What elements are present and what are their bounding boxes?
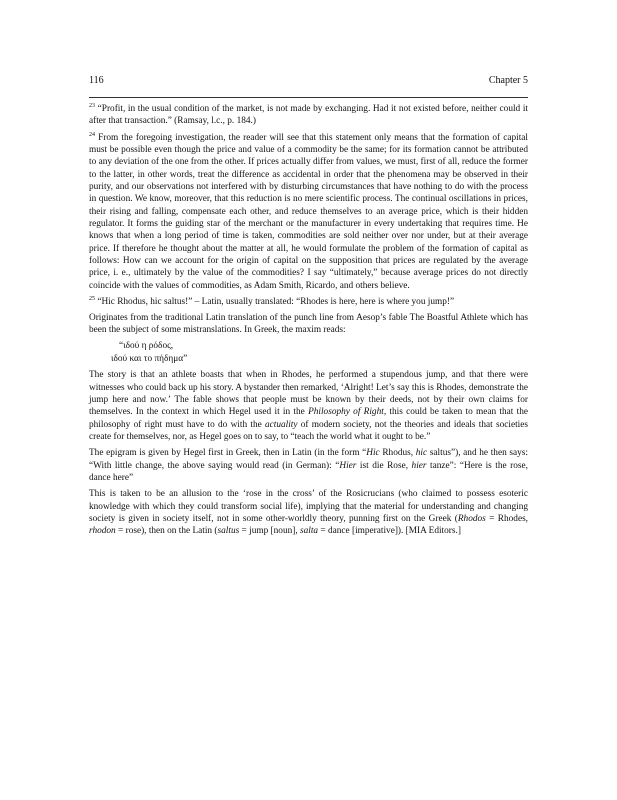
text-run: = dance [imperative]). [MIA Editors.]: [318, 526, 461, 537]
text-run: of modern society, not the theories and ideals that societies create for themselves, nor, as Hegel goes on to say, to “teach the world what it ought to be.”: [89, 419, 529, 442]
editor-note-paragraph: [89, 369, 528, 443]
footnote-text: From the foregoing investigation, the reader will see that this statement only means that the formation of capital must be possible even though the price and value of a commodity be the same; for its formation cannot be attributed to any deviation of the one from the other. If prices actually differ from values, we must, first of all, reduce the former to the latter, in other words, treat the difference as accidental in order that the phenomena may be observed in their purity, and our observations not interfered with by disturbing circumstances that have nothing to do with the process in question. We know, moreover, that this reduction is no mere scientific process. The continual oscillations in prices, their rising and falling, compensate each other, and reduce themselves to an average price, which is their hidden regulator. It forms the guiding star of the merchant or the manufacturer in every undertaking that requires time. He knows that when a long period of time is taken, commodities are sold neither over nor under, but at their average price. If therefore he thought about the matter at all, he would formulate the problem of the formation of capital as follows: How can we account for the origin of capital on the supposition that prices are regulated by the average price, i. e., ultimately by the value of the commodities? I say “ultimately,” because average prices do not directly coincide with the values of commodities, as Adam Smith, Ricardo, and others believe.: [89, 132, 529, 291]
text-run: = Rhodes,: [485, 513, 529, 524]
page-number: 116: [89, 75, 104, 86]
editor-note-paragraph: Originates from the traditional Latin translation of the punch line from Aesop’s fable The Boastful Athlete which has been the subject of some mistranslations. In Greek, the maxim reads:: [89, 312, 528, 335]
greek-quotation: [89, 340, 528, 365]
footnote-24: [89, 132, 528, 292]
footnote-23: [89, 103, 528, 128]
text-run: , this could be taken to mean that the philosophy of right must have to do with the: [89, 407, 528, 430]
footnote-text: “Profit, in the usual condition of the market, is not made by exchanging. Had it not existed before, neither could it after that transaction.” (Ramsay, l.c., p. 184.): [89, 104, 529, 127]
editor-note-paragraph: [89, 447, 528, 484]
text-run: Rhodus,: [379, 448, 416, 459]
italic-run: Hier: [339, 460, 357, 471]
chapter-title: Chapter 5: [488, 75, 528, 86]
header-divider: [89, 97, 528, 98]
italic-run: Rhodos: [457, 513, 486, 524]
text-run: saltus”), and he then says: “With little change, the above saying would read (in German): “: [89, 448, 528, 471]
italic-run: salta: [299, 526, 319, 537]
greek-line: “ιδού η ρόδος,: [119, 341, 174, 352]
text-run: = jump [noun],: [239, 526, 300, 537]
italic-run: hier: [411, 460, 427, 471]
italic-run: Philosophy of Right: [308, 407, 384, 418]
italic-run: actuality: [264, 419, 298, 430]
footnote-text: “Hic Rhodus, hic saltus!” – Latin, usually translated: “Rhodes is here, here is where you jump!”: [97, 297, 455, 308]
text-run: The epigram is given by Hegel first in Greek, then in Latin (in the form “: [89, 448, 367, 459]
italic-run: rhodon: [89, 526, 116, 537]
footnote-number: 24: [89, 131, 95, 138]
footnote-number: 25: [89, 296, 95, 303]
italic-run: Hic: [366, 448, 380, 459]
footnotes-body: [89, 103, 528, 542]
text-run: This is taken to be an allusion to the ‘rose in the cross’ of the Rosicrucians (who claimed to possess esoteric knowledge with which they could transform social life), implying that the material for understanding and changing society is given in society itself, not in some other-worldly theory, punning first on the Greek (: [89, 489, 528, 524]
text-run: = rose), then on the Latin (: [115, 526, 218, 537]
italic-run: hic: [415, 448, 428, 459]
greek-line: ιδού και το πήδημα”: [111, 353, 188, 364]
footnote-number: 23: [89, 102, 95, 109]
text-run: tanze”: “Here is the rose, dance here”: [89, 460, 528, 483]
footnote-25: [89, 296, 528, 308]
italic-run: saltus: [217, 526, 240, 537]
text-run: ist die Rose,: [356, 460, 412, 471]
editor-note-paragraph: [89, 488, 528, 537]
text-run: The story is that an athlete boasts that when in Rhodes, he performed a stupendous jump, and that there were witnesses who could back up his story. A bystander then remarked, ‘Alright! Let’s say this is Rhodes, demonstrate the jump here and now.’ The fable shows that people must be known by their deeds, not by their own claims for themselves. In the context in which Hegel used it in the: [89, 370, 528, 418]
